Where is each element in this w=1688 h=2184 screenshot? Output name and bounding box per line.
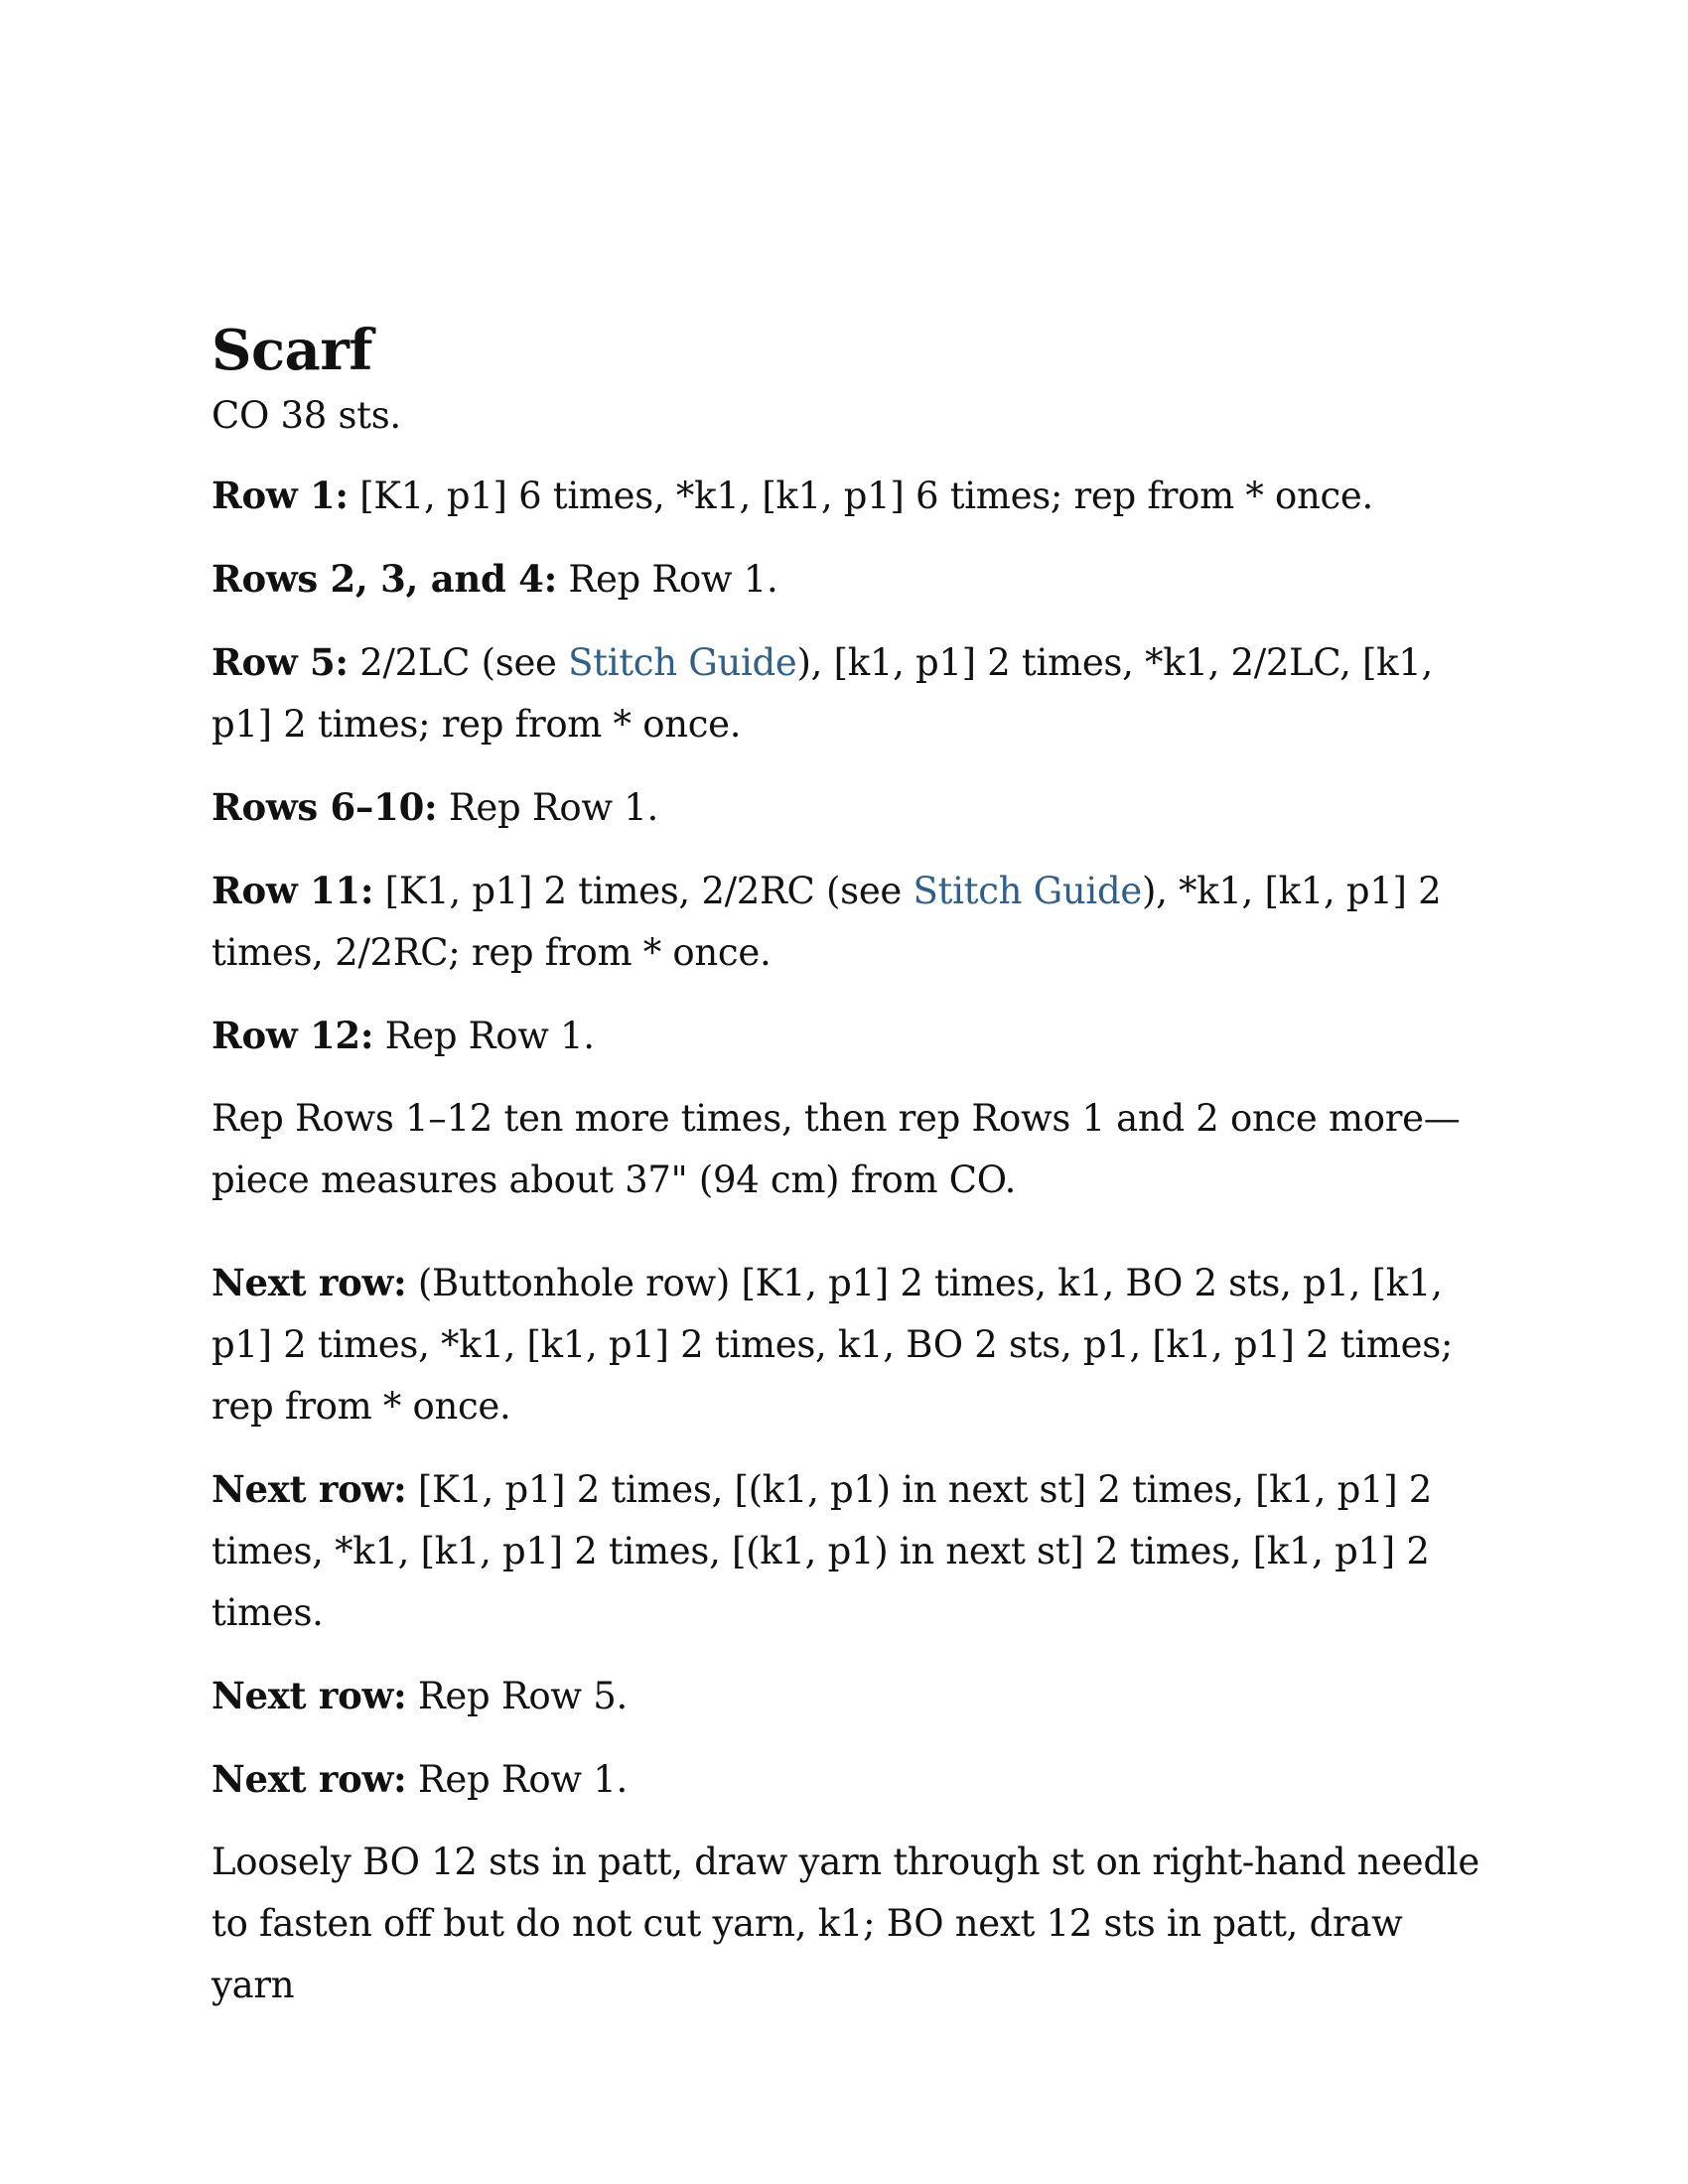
instruction-rows-2-4 bbox=[211, 548, 1492, 611]
row-text: (Buttonhole row) [K1, p1] 2 times, k1, BO 2 sts, p1, [k1, p1] 2 times, *k1, [k1, p1] 2 times, k1, BO 2 sts, p1, [k1, p1] 2 times; rep from * once. bbox=[211, 1262, 1454, 1428]
row-text: Rep Rows 1–12 ten more times, then rep Rows 1 and 2 once more—piece measures about 37" (94 cm) from CO. bbox=[211, 1097, 1461, 1201]
instruction-row-5 bbox=[211, 631, 1492, 755]
row-label: Rows 6–10: bbox=[211, 785, 438, 829]
stitch-guide-link[interactable]: Stitch Guide bbox=[568, 641, 797, 684]
row-text: Rep Row 1. bbox=[556, 558, 778, 601]
row-label: Next row: bbox=[211, 1674, 407, 1717]
row-text: [K1, p1] 2 times, [(k1, p1) in next st] 2 times, [k1, p1] 2 times, *k1, [k1, p1] 2 times, [(k1, p1) in next st] 2 times, [k1, p1] 2 times. bbox=[211, 1468, 1433, 1634]
row-label: Rows 2, 3, and 4: bbox=[211, 557, 557, 601]
row-label: Row 1: bbox=[211, 474, 349, 517]
repeat-instruction bbox=[211, 1088, 1492, 1211]
row-text: Rep Row 1. bbox=[437, 786, 658, 829]
row-text: Rep Row 1. bbox=[406, 1758, 628, 1801]
row-label: Next row: bbox=[211, 1467, 407, 1511]
instruction-rows-6-10 bbox=[211, 776, 1492, 839]
row-text: [K1, p1] 6 times, *k1, [k1, p1] 6 times; rep from * once. bbox=[348, 475, 1373, 517]
row-text: ), [k1, p1] 2 times, *k1, 2/2LC, [k1, p1] 2 times; rep from * once. bbox=[211, 641, 1433, 746]
instruction-next-row-buttonhole bbox=[211, 1252, 1492, 1437]
row-label: Row 5: bbox=[211, 640, 349, 684]
row-text: ), *k1, [k1, p1] 2 times, 2/2RC; rep from * once. bbox=[211, 870, 1442, 974]
instruction-row-11 bbox=[211, 860, 1492, 984]
row-label: Next row: bbox=[211, 1757, 407, 1801]
instruction-next-row-rep-1 bbox=[211, 1748, 1492, 1811]
cast-on-instruction: CO 38 sts. bbox=[211, 394, 401, 437]
section-title: Scarf bbox=[211, 318, 372, 383]
row-label: Row 12: bbox=[211, 1014, 374, 1057]
pattern-page bbox=[211, 316, 1492, 2037]
instruction-next-row-increase bbox=[211, 1458, 1492, 1644]
row-text: Rep Row 5. bbox=[406, 1675, 628, 1717]
row-text: [K1, p1] 2 times, 2/2RC (see bbox=[373, 870, 914, 912]
instruction-next-row-rep-5 bbox=[211, 1665, 1492, 1727]
row-text: Rep Row 1. bbox=[373, 1015, 595, 1057]
instruction-row-1 bbox=[211, 465, 1492, 527]
row-label: Next row: bbox=[211, 1261, 407, 1304]
row-text: 2/2LC (see bbox=[348, 641, 569, 684]
stitch-guide-link[interactable]: Stitch Guide bbox=[913, 870, 1142, 912]
row-text: Loosely BO 12 sts in patt, draw yarn through st on right-hand needle to fasten off but do not cut yarn, k1; BO next 12 sts in patt, draw yarn bbox=[211, 1841, 1479, 2006]
bind-off-instruction bbox=[211, 1832, 1492, 2016]
instruction-row-12 bbox=[211, 1005, 1492, 1067]
row-label: Row 11: bbox=[211, 869, 374, 912]
